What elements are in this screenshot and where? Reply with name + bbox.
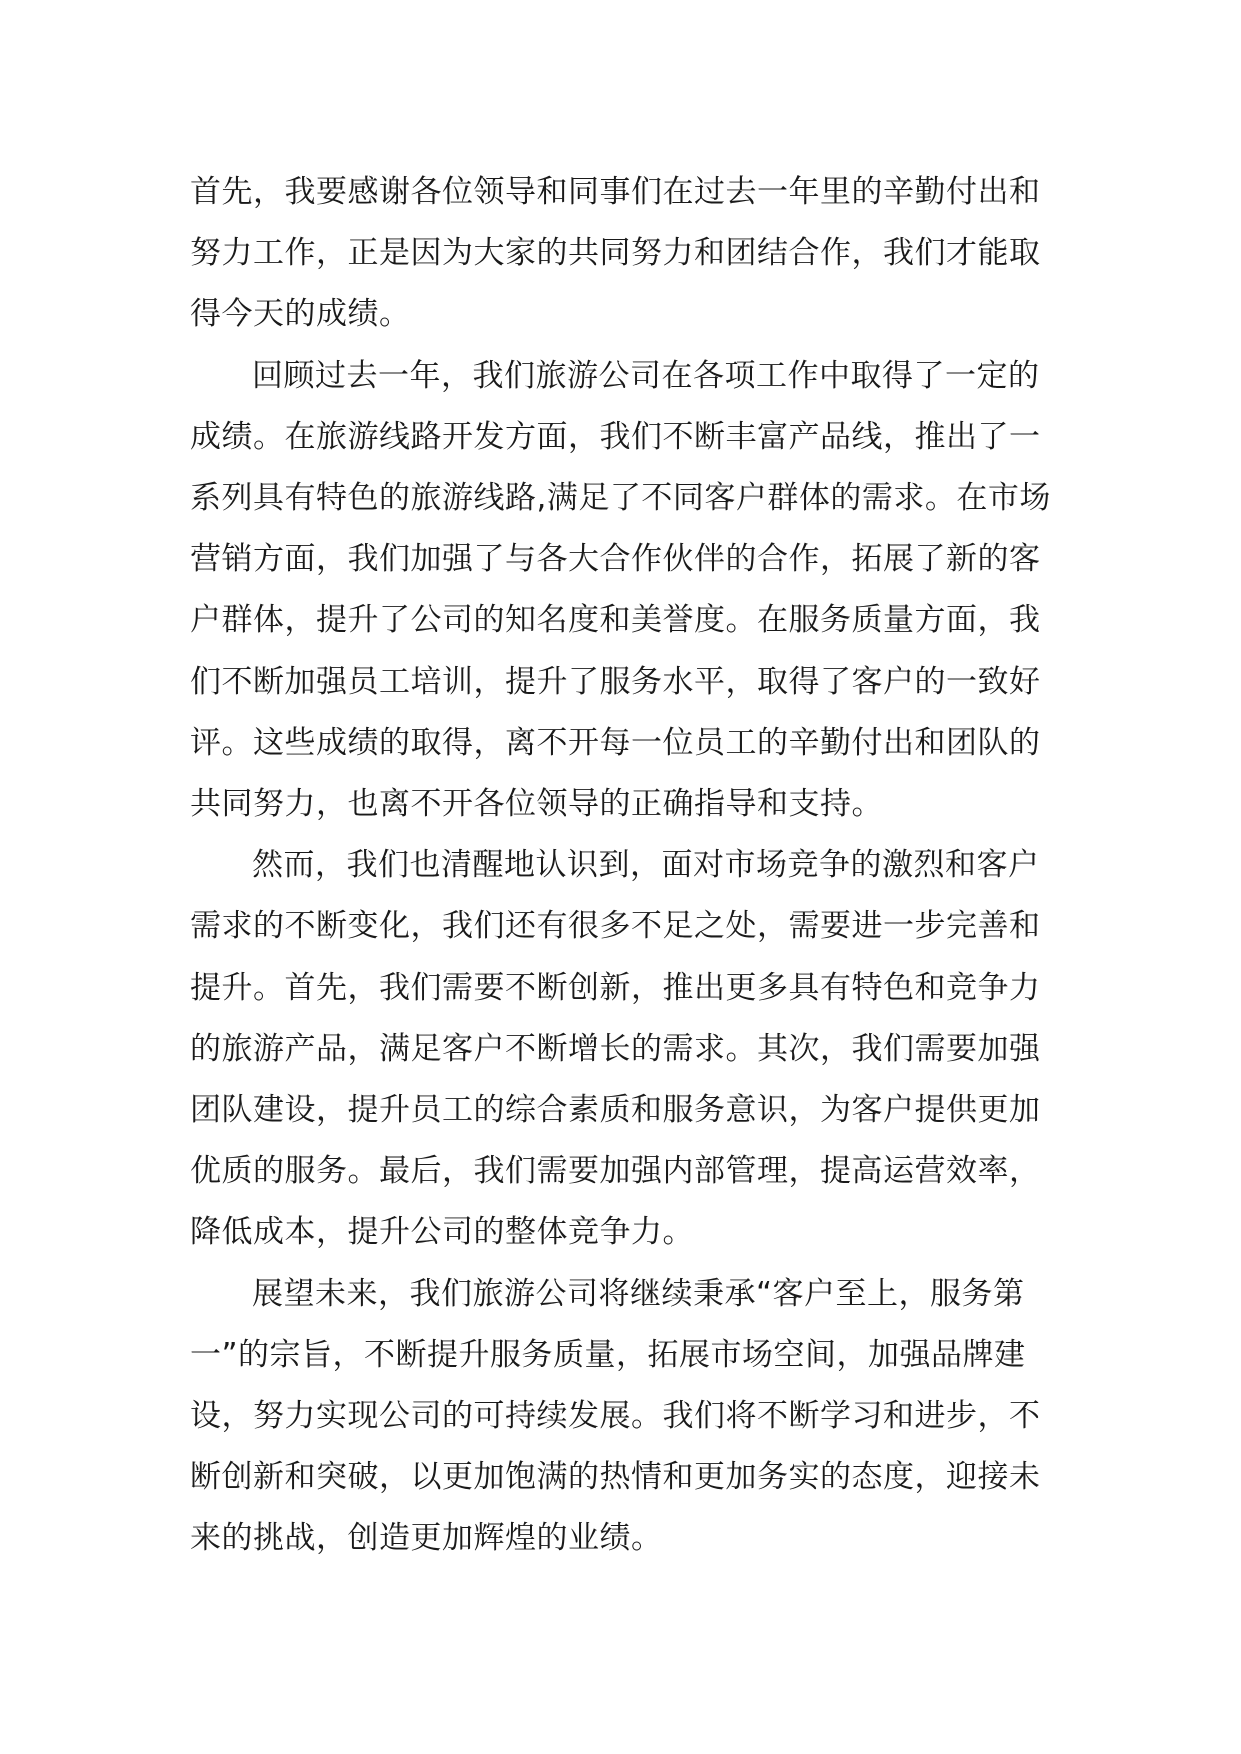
paragraph-review: 回顾过去一年，我们旅游公司在各项工作中取得了一定的成绩。在旅游线路开发方面，我们不断丰富产品线，推出了一系列具有特色的旅游线路,满足了不同客户群体的需求。在市场营销方面，我们加强了与各大合作伙伴的合作，拓展了新的客户群体，提升了公司的知名度和美誉度。在服务质量方面，我们不断加强员工培训，提升了服务水平，取得了客户的一致好评。这些成绩的取得，离不开每一位员工的辛勤付出和团队的共同努力，也离不开各位领导的正确指导和支持。 — [190, 357, 1051, 823]
paragraph-outlook: 展望未来，我们旅游公司将继续秉承“客户至上，服务第一”的宗旨，不断提升服务质量，拓展市场空间，加强品牌建设，努力实现公司的可持续发展。我们将不断学习和进步，不断创新和突破，以更加饱满的热情和更加务实的态度，迎接未来的挑战，创造更加辉煌的业绩。 — [190, 1275, 1041, 1557]
paragraph-gratitude: 首先，我要感谢各位领导和同事们在过去一年里的辛勤付出和努力工作，正是因为大家的共同努力和团结合作，我们才能取得今天的成绩。 — [190, 174, 1041, 333]
document-body — [190, 162, 1052, 1570]
paragraph-shortcomings: 然而，我们也清醒地认识到，面对市场竞争的激烈和客户需求的不断变化，我们还有很多不足之处，需要进一步完善和提升。首先，我们需要不断创新，推出更多具有特色和竞争力的旅游产品，满足客户不断增长的需求。其次，我们需要加强团队建设，提升员工的综合素质和服务意识，为客户提供更加优质的服务。最后，我们需要加强内部管理，提高运营效率，降低成本，提升公司的整体竞争力。 — [190, 847, 1041, 1251]
